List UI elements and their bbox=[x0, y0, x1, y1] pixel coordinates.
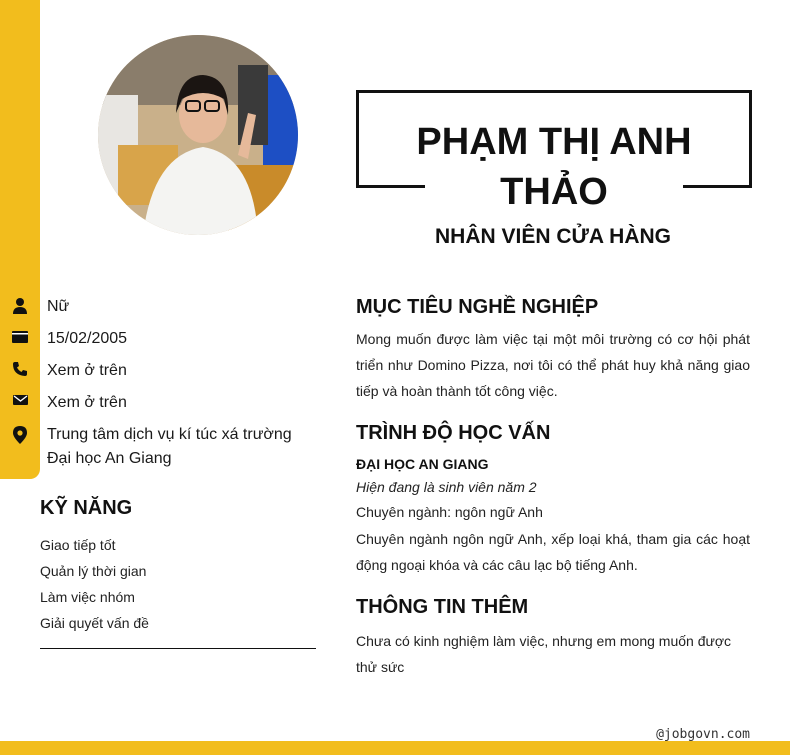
info-gender bbox=[0, 295, 330, 319]
education-heading: TRÌNH ĐỘ HỌC VẤN bbox=[356, 422, 551, 444]
info-email bbox=[0, 391, 330, 415]
candidate-name: PHẠM THỊ ANH THẢO bbox=[416, 121, 692, 213]
education-major: Chuyên ngành: ngôn ngữ Anh bbox=[356, 504, 543, 520]
skill-item: Quản lý thời gian bbox=[40, 563, 147, 579]
info-phone bbox=[0, 359, 330, 383]
education-status: Hiện đang là sinh viên năm 2 bbox=[356, 479, 537, 495]
education-school: ĐẠI HỌC AN GIANG bbox=[356, 456, 489, 472]
address-value: Trung tâm dịch vụ kí túc xá trường Đại học An Giang bbox=[47, 426, 292, 467]
extra-info-heading: THÔNG TIN THÊM bbox=[356, 596, 529, 618]
info-birthdate bbox=[0, 327, 330, 351]
objective-text: Mong muốn được làm việc tại một môi trường có cơ hội phát triển như Domino Pizza, nơi tôi có thể phát huy khả năng giao tiếp và hoàn thành tốt công việc. bbox=[356, 331, 750, 399]
email-icon bbox=[0, 391, 40, 415]
skill-item: Giải quyết vấn đề bbox=[40, 615, 149, 631]
info-address bbox=[0, 423, 330, 471]
gender-value: Nữ bbox=[47, 298, 70, 315]
skills-divider bbox=[40, 648, 316, 649]
job-position: NHÂN VIÊN CỬA HÀNG bbox=[435, 225, 671, 248]
watermark: @jobgovn.com bbox=[656, 727, 750, 742]
skills-list bbox=[40, 532, 149, 636]
extra-info-text: Chưa có kinh nghiệm làm việc, nhưng em mong muốn được thử sức bbox=[356, 633, 732, 675]
education-detail: Chuyên ngành ngôn ngữ Anh, xếp loại khá, tham gia các hoạt động ngoại khóa và các câu lạc bộ tiếng Anh. bbox=[356, 531, 750, 573]
objective-heading: MỤC TIÊU NGHỀ NGHIỆP bbox=[356, 296, 599, 318]
profile-photo bbox=[98, 35, 298, 235]
person-icon bbox=[0, 295, 40, 319]
birthdate-value: 15/02/2005 bbox=[47, 330, 128, 347]
personal-info bbox=[0, 295, 330, 479]
location-icon bbox=[0, 423, 40, 471]
name-box bbox=[356, 90, 752, 213]
email-value: Xem ở trên bbox=[47, 394, 127, 411]
calendar-icon bbox=[0, 327, 40, 351]
skill-item: Làm việc nhóm bbox=[40, 589, 135, 605]
footer-accent-bar bbox=[0, 741, 790, 755]
skills-heading: KỸ NĂNG bbox=[40, 497, 133, 519]
phone-value: Xem ở trên bbox=[47, 362, 127, 379]
skill-item: Giao tiếp tốt bbox=[40, 537, 116, 553]
phone-icon bbox=[0, 359, 40, 383]
